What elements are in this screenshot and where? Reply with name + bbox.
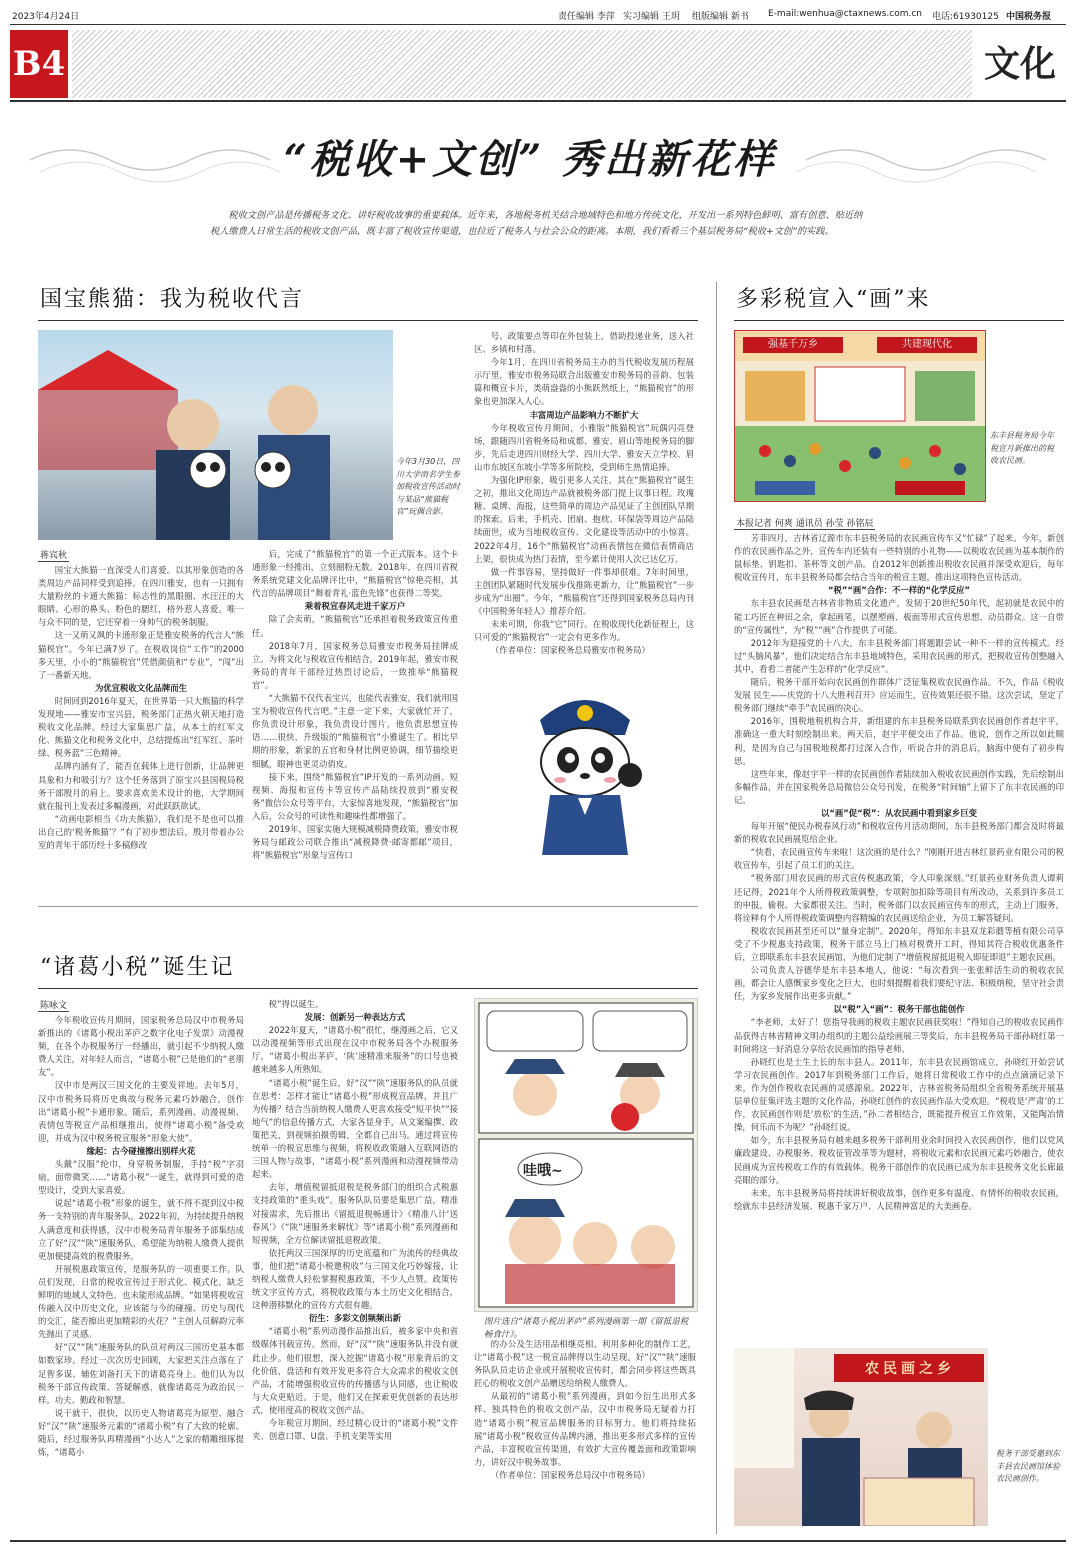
section-name: 文化 [972,30,1068,98]
subheading: 以“画”促“税”：从农民画中看到家乡巨变 [820,807,978,818]
body-paragraph: 今年1月，在四川省税务局主办的当代税收发展历程展示厅里，雅安市税务局联合出版雅安市税务局的音韵、包装篇和概宣卡片，类萌盎盎的小熊跃然纸上，“熊猫税官”的形象也更加深入人心。 [474,357,694,407]
body-paragraph: 2019年，国家实施大规模减税降费政策，雅安市税务局与邮政公司联合推出“减税降费·邮寄都邮”项目，将“熊猫税官”形象与宣传口 [252,823,458,861]
body-paragraph: 今年税宣月期间，经过精心设计的“诸葛小税”文件夹、创意口罩、U盘、手机支架等实用 [252,1418,458,1442]
body-paragraph: 的办公及生活用品相继亮相。利用多种化的制作工艺，让“诸葛小税”这一税宣品牌得以生动呈现。好“汉”“陕”速服务队队员走访企业或开展税收宣传时，都会同步将这些既具匠心的税收文创产品赠送给纳税人缴费人。 [474,1339,696,1389]
intro-paragraph: 税收文创产品是传播税务文化、讲好税收故事的重要载体。近年来，各地税务机关结合地域特色和地方传统文化，开发出一系列特色鲜明、富有创意、贴近纳税人缴费人日常生活的税收文创产品，既丰富了税收宣传渠道，也拉近了税务人与社会公众的距离。本期，我们看看三个基层税务局“税收+文创”的实践。 [210,210,863,237]
photo-illustration [38,330,393,540]
body-paragraph: 2012年为迎接党的十八大，东丰县税务部门将题跟尝试一种不一样的宣传模式。经过“头脑风暴”，他们决定结合东丰县地域特色，采用农民画的形式，把税收宣传创整融入其中，看看二者能产生怎样的“化学反应”。 [734,637,1064,674]
panda-mascot-photo [38,330,393,540]
header-rule [10,24,1066,25]
article2-title-rule [38,988,698,989]
body-paragraph: 今年税收宣传月期间，国家税务总局汉中市税务局新推出的《诸葛小税出茅庐之数字化电子发票》动漫视频，在各个办税服务厅一经播出，就引起不少纳税人缴费人关注，对年轻人而言，“诸葛小税”已是他们的“老朋友”。 [38,1015,244,1078]
body-paragraph: 为强化IP形象，吸引更多人关注，其在“熊猫税官”诞生之初，推出文化周边产品就被税务部门提上议事日程。玫瑰糖、桌牌、海报，这些简单的周边产品见证了主创团队早期的探索。后来，手机壳、团扇、抱枕、环保袋等周边产品陆续面世，成为当地税收宣传、文化建设等活动中的小惊喜。2022年4月，16个“熊猫税官”动画表情包在微信表情商店上架，很快成为热门表情，至今累计使用人次已达亿万。 [474,475,694,564]
article1-title-rule [38,320,698,321]
body-paragraph: 如今，东丰县税务局有越来越多税务干部利用业余时间投入农民画创作，他们以党风廉政建设、办税服务、税收征管改革等为题材，将税收元素和农民画元素巧妙融合，使农民画成为宣传税收工作的有效载体。税务干部创作的农民画已成为东丰县税务文化长廊最亮眼的部分。 [734,1135,1064,1185]
painting-museum-sign: 农民画之乡 [865,1361,955,1377]
body-paragraph: 孙晓红也是土生土长的东丰县人。2011年，东丰县农民画馆成立，孙晓红开始尝试学习农民画创作。2017年到税务部门工作后，她将日常税收工作中的点点滴滴记录下来，作为创作税收农民画的灵感源泉。2022年，吉林省税务局组织全省税务系统开展基层单位征集评选主题的文化作品，孙晓红创作的农民画作品大受欢迎。“税收是‘严肃’的工作，农民画创作则是‘放松’的生活，”孙二者相结合，既能提升税宣工作效果，又能陶冶情操，何乐而不为呢？”孙晓红说。 [734,1056,1064,1133]
article1-title: 国宝熊猫：我为税收代言 [40,287,305,312]
subheading: 为优宣税收文化品牌而生 [94,682,188,693]
contact-email: E-mail:wenhua@ctaxnews.com.cn [768,9,922,19]
article3-byline: 本报记者 何爽 通讯员 孙莹 孙铭辰 [734,516,875,530]
subheading: “税”“画”合作：不一样的“化学反应” [828,585,970,596]
article1-byline: 蒋宾秋 [38,548,69,562]
body-paragraph: 2016年，围税地税机构合并，新组建的东丰县税务局联系到农民画创作者赵宇平，准确这一重大时刻绘制出来。两天后，赵宇平便交出了作品。他说，创作之所以如此顺利，是因为自己与国税地税都打过深入合作，听说合并的消息后，脑海中便有了初步构思。 [734,716,1064,766]
painting-banner-right: 共建现代化 [902,339,952,350]
subheading: 发展：创新另一种表达方式 [304,1012,406,1023]
body-paragraph: 东丰县农民画是吉林省非物质文化遗产，发韧于20世纪50年代，起初就是农民中的能工巧匠在种田之余，拿起画笔，以摆塑画、板面等形式宣传思想、动员群众。这一自带的“宣传属性”，为“税”“画”合作提供了可能。 [734,598,1064,635]
body-paragraph: 税”得以诞生。 [268,999,324,1009]
article3-body [734,532,1064,1340]
body-paragraph: “税务部门用农民画的形式宣传税惠政策，令人印象深刻。”红景药业财务负责人谭莉还记得，2021年个人所得税政策调整，专项附加扣除等项目有所改动，关系到许多员工的申报。偷税、大家都很关注。当时，税务部门以农民画宣传车的形式，主动上门服务，将诠释有个人所得税政策调整内容精编的农民画送给企业，为员工解答疑问。 [734,873,1064,923]
body-paragraph: 这些年来，像赵宇平一样的农民画创作者陆续加入税收农民画创作实践，先后绘制出多幅作品，并在国家税务总局微信公众号刊发，在税务“时间轴”上留下了东丰农民画的印记。 [734,768,1064,805]
body-paragraph: “李老师，太好了！您指导我画的税收主题农民画获奖啦！”得知自己的税收农民画作品获得吉林省精神文明办组织的主题公益绘画展三等奖后，东丰县税务局干部孙晓红第一时间将这一好消息分享给农民画馆的指导老师。 [734,1017,1064,1054]
zhuge-comic-strip [474,998,698,1312]
body-paragraph: 随后，税务干部开始向农民画创作群体广泛征集税收农民画作品。不久，作品《税收 发展 民生——庆党的十八大胜利召开》应运而生，宣传效果还很不错。这次尝试，坚定了税务部门继续“牵手”农民画的决心。 [734,677,1064,714]
body-paragraph: 好“汉”“陕”速服务队的队员对两汉三国历史基本都如数家珍。经过一次次历史回顾，大家把关注点落在了足智多谋、辅佐刘备打天下的诸葛亮身上。他们认为以税务干部宣传政策、答疑解惑，就像诸葛亮为政治民一样。功夫、勤政和智慧。 [38,1342,244,1405]
body-paragraph: 2018年7月，国家税务总局雅安市税务局挂牌成立。为将文化与税收宣传相结合，2019年起，雅安市税务局的青年干部经过热烈讨论后，一致推举“熊猫税官”。 [252,640,458,690]
body-paragraph: 头戴“汉服”纶巾，身穿税务制服，手持“税”字羽扇，面带微笑……“诸葛小税”一诞生，就得到可爱的造型设计，受到大家喜爱。 [38,1159,244,1196]
body-paragraph: 接下来，围绕“熊猫税官”IP开发的一系列动画、短视频、海报和宣传卡等宣传产品陆续投放到“雅安税务”微信公众号等平台，大家惊喜地发现，“熊猫税官”加入后，公众号的可读性和趣味性都增强了。 [252,771,458,821]
comic-illustration [475,999,697,1311]
article3-photo-caption: 税务干部受邀到东丰县农民画馆体验农民画创作。 [996,1449,1060,1483]
body-paragraph: “动画电影相当《功夫熊猫》，我们是不是也可以推出自己的‘税务熊猫’？”有了初步想法后，殷月带着办公室的青年干部历经十多稿修改 [38,813,244,850]
article2-column-2 [252,998,458,1534]
subheading: 丰富周边产品影响力不断扩大 [529,409,639,420]
article2-title: “诸葛小税”诞生记 [40,955,235,980]
header-band [72,30,1068,98]
issue-date: 2023年4月24日 [12,12,80,22]
body-paragraph: 芳菲四月，吉林省辽源市东丰县税务局的农民画宣传车又“忙碌”了起来。今年，新创作的农民画作品之外，宣传车内还装有一些特别的小礼物——以税收农民画为基本制作的鼠标垫、钥匙扣、茶杯等文创产品。自2012年创新推出税收农民画并深受欢迎后，每年税收宣传月，东丰县税务局都会结合当年的税宣主题，推出这项特色宣传活动。 [734,533,1064,583]
body-paragraph: 汉中市是两汉三国文化的主要发祥地。去年5月，汉中市税务局将历史典故与税务元素巧妙融合，创作出“诸葛小税”卡通形象。随后，系列漫画、动漫视频、表情包等税宣产品相继推出，使得“诸葛小税”备受欢迎，并成为汉中税务税宣服务“形象大使”。 [38,1080,244,1143]
body-paragraph: 税收农民画甚至还可以“量身定制”。2020年，得知东丰县双龙彩蘑等植有限公司享受了不少税惠支持政策，税务干部立马上门核对税费开工时，得知其符合税收优惠条件后，立即联系东丰县农民画馆，为他们定制了“增值税留抵退税入即征即退”主题农民画。 [734,925,1064,962]
painting-illustration [735,331,985,501]
subheading: 以“税”入“画”：税务干部也能创作 [833,1004,965,1015]
body-paragraph: 开展税惠政策宣传，是服务队的一项重要工作。队员们发现，日常的税收宣传过于形式化、模式化，缺乏鲜明的地域人文特色，也未能形成品牌。“如果将税收宣传融入汉中历史文化，应该能与今的碰撞、历史与现代的交汇，能否擦出更加精彩的火花？”主创人员解韵元率先抛出了灵感。 [38,1263,244,1340]
article2-comic-caption: 图片选自“诸葛小税出茅庐”系列漫画第一期《留抵退税畅食汁》。 [484,1317,689,1340]
article2-column-3 [474,1338,696,1534]
subheading: 缘起：古今碰撞擦出别样火花 [86,1145,196,1156]
body-paragraph: 号、政策要点等印在外包装上，借助投递业务，送入社区、乡镇和村落。 [474,331,694,355]
newspaper-name: 中国税务报 [1006,12,1052,22]
page-number: B4 [10,30,68,98]
article3-painting-caption: 东丰县税务局今年税宣月新推出的税收农民画。 [990,431,1054,465]
panda-tax-officer-illustration [520,680,650,860]
intern-editor: 实习编辑 王玥 [623,12,680,22]
body-paragraph: 说起“诸葛小税”形象的诞生，就不得不提到汉中税务一支特别的青年服务队。2022年初，为持续提升纳税人满意度和获得感，汉中市税务局青年服务予部集结成立了好“汉”“陕”速服务队，希望能为纳税人缴费人提供更加便捷高效的税费服务。 [38,1198,244,1261]
body-paragraph: 2022年夏天，“诸葛小税”很忙，继漫画之后，它又以动漫视频等形式出现在汉中市税务局各个办税服务厅，“诸葛小税出茅庐，‘陕’速精准来服务”的口号也被越来越多人所熟知。 [252,1025,458,1075]
body-paragraph: 除了会卖萌，“熊猫税官”还承担着税务政策宣传重任。 [252,614,458,638]
body-paragraph: “大熊猫不仅代表宝兴，也能代表雅安，我们就用国宝为税收宣传代言吧。”主意一定下来，大家就忙开了，你负责设计形象，我负责设计图片，他负责思想宣传语……很快，升级版的“熊猫税官”小雅诞生了。相比早期的形象，新家的五官和身材比例更协调，细节描绘更细腻，眼神也更灵动俏皮。 [252,693,458,769]
header-bottom-rule [10,100,1066,102]
body-paragraph: 做一件事容易，坚持做好一件事却很难。7年时间里，主创团队紧随时代发展步伐推陈更新力，让“熊猫税官”一步步成为“出圈”。今年，“熊猫税官”还得到国家税务总局内刊《中国税务年轻人》推荐介绍。 [474,566,694,616]
body-paragraph: 今年税收宣传月期间，小雅版“熊猫税官”玩偶闪亮登场，跟随四川省税务局和成都、雅安、眉山等地税务局的脚步，先后走进四川财经大学、四川大学、雅安天立学校、眉山市东坡区东坡小学等多所院校，受到师生热情追捧。 [474,422,694,472]
article2-byline: 陈咏文 [38,998,69,1012]
body-paragraph: 说干就干，很快，以历史人物诸葛亮为原型、融合好“汉”“陕”速服务元素的“诸葛小税”有了大致的轮廓。随后，经过服务队再精漫画“小达人”之家的精雕细琢提炼，“诸葛小 [38,1407,244,1458]
comic-speech-bubble: 哇哦~ [523,1163,563,1179]
body-paragraph: 国宝大熊猫一直深受人们喜爱。以其形象创造的各类周边产品同样受到追捧。在四川雅安，也有一只拥有大量粉丝的卡通大熊猫：标志性的黑眼圈、水汪汪的大眼睛、心形的鼻头、粉色的腮红，格外惹人喜爱。唯一与众不同的是，它还穿着一身帅气的税务制服。 [38,565,244,628]
tax-officers-painting-photo [734,1348,988,1526]
panda-officer-icon [520,680,650,860]
body-paragraph: 去年，增值税留抵退税是税务部门的组织合式税惠支持政策的“重头戏”。服务队队员要是集思广益，精准对接需求，先后推出《留抵退税畅通计》《精准八计‘送春风’》《“陕”速服务来解忧》等“诸葛小税”系列漫画和短视频，全方位解读留抵退税政策。 [252,1182,458,1245]
body-paragraph: “诸葛小税”系列动漫作品推出后，被多家中央和省级媒体刊载宣传。然而，好“汉”“陕”速服务队并没有就此止步。他们很想，深入挖掘“诸葛小税”形象背后的文化价值，盘活和有效开发更多符合大众需求的税收文创产品，才能增强税收宣传的传播感与认同感，也让税收与大众更贴近。于是，他们又在探索更优创新的表达形式，使用度高的税收文创产品。 [252,1326,458,1415]
article3-title-rule [734,320,1064,321]
body-paragraph: （作者单位：国家税务总局雅安市税务局） [490,645,650,656]
body-paragraph: 从最初的“诸葛小税”系列漫画，到如今衍生出形式多样、独具特色的税收文创产品，汉中市税务局无疑着力打造“诸葛小税”税宣品牌服务的目标努力。他们将持续拓展“诸葛小税”税收宣传品牌内涵，推出更多形式多样的宣传产品，丰富税收宣传渠道，有效扩大宣传覆盖面和政策影响力，讲好汉中税务故事。 [474,1391,696,1467]
duty-editor: 责任编辑 李萍 [558,12,615,22]
article1-column-2 [252,548,458,898]
body-paragraph: 时间回到2016年夏天，在世界第一只大熊猫的科学发现地——雅安市宝兴县，税务部门正热火朝天地打造税收文化品牌。经过大家集思广益，从本土的红军文化、熊猫文化和税务文化中，总结提炼出“红军红、茶叶绿、税务蓝”三色精神。 [38,695,244,759]
article2-column-1 [38,1014,244,1534]
layout-editor: 组版编辑 新书 [692,12,749,22]
body-paragraph: （作者单位：国家税务总局汉中市税务局） [490,1469,650,1480]
main-headline: “税收+文创” 秀出新花样 [283,136,777,183]
article3-title: 多彩税宣入“画”来 [736,287,931,312]
body-paragraph: “快看，农民画宣传车来啦！这次画的是什么？”刚刚开进吉林红景药业有限公司的税收宣传车，引起了员工们的关注。 [734,847,1064,871]
painting-banner-left: 强基千万乡 [768,339,818,350]
body-paragraph: 公司负责人谷德华是东丰县本地人，他说：“每次看到一张张鲜活生动的税收农民画，都会让人感慨家乡变化之巨大，也时刻提醒着我们要纪守法、积极纳税，坚守社会责任，为家乡发展作出更多贡献。” [734,965,1064,1002]
tax-farmer-painting [734,330,986,502]
body-paragraph: 后，完成了“熊猫税官”的第一个正式版本。这个卡通形象一经推出，立刻圈粉无数。2018年，在四川省税务系统党建文化品牌评比中，“熊猫税官”惊艳亮相，其代言的品牌项目“舞着青礼·蓝色先锋”也获得二等奖。 [252,549,458,599]
body-paragraph: 品牌内涵有了，能否在载体上进行创新，让品牌更具象和力和吸引力？这个任务落到了原宝兴县国税局税务干部殷月的肩上。要求喜欢美术设计的他，大学期间就在报刊上发表过多幅漫画，对此跃跃欲试。 [38,761,244,811]
article1-photo-caption: 今年3月30日，四川大学雨名学生参加税收宣传活动时与某品“熊猫税官”玩偶合影。 [396,457,460,516]
subheading: 衍生：多彩文创频频出新 [308,1313,402,1324]
column-divider [716,282,717,1534]
body-paragraph: 每年开展“便民办税春风行动”和税收宣传月活动期间，东丰县税务部门都会及时将最新的税收农民画展览给企业。 [734,821,1064,845]
body-paragraph: 依托两汉三国深厚的历史底蕴和广为流传的经典故事，他们把“诸葛小税邀税收”与三国文化巧妙嫁接，让纳税人缴费人轻松掌握税惠政策，不少人点赞。政策传统文字宣传方式，将税收政策与本土历史文化相结合，这种潜移默化的宣传方式很有趣。 [252,1247,458,1311]
article1-column-1 [38,564,244,898]
section-divider [38,906,698,907]
subheading: 乘着税宣春风走进千家万户 [304,601,406,612]
body-paragraph: 未来可期，你我“它”同行。在税收现代化新征程上，这只可爱的“熊猫税官”一定会有更多作为。 [474,619,694,643]
article1-column-3 [474,330,694,670]
body-paragraph: 未来，东丰县税务局将持续讲好税收故事，创作更多有温度、有情怀的税收农民画，绘就东丰县经济发展、税惠千家万户、人民精神富足的大美画卷。 [734,1187,1064,1211]
contact-phone: 电话:61930125 [932,12,999,22]
body-paragraph: “诸葛小税”诞生后，好“汉”“陕”速服务队的队员就在思考：怎样才能让“诸葛小税”形成税宣品牌，并且广为传播？结合当前纳税人缴费人更喜欢接受“短平快”“接地气”的信息传播方式，大家各显身手，从文案编撰、政策把关，到视频拍摄剪辑，全都自己出马。通过将宣传统单一的税宣思维与视频，将税收政策融入互联网语的三国人物与故事，“诸葛小税”系列漫画和动漫视频带动起来。 [252,1077,458,1180]
body-paragraph: 这一又萌又飒的卡通形象正是雅安税务的代言人“熊猫税官”。今年已满7岁了。在税收岗位“工作”的2000多天里，小小的“熊猫税官”凭借颜值和“专业”，“闯”出了一番新天地。 [38,630,244,680]
footer-rule [10,1540,1066,1542]
